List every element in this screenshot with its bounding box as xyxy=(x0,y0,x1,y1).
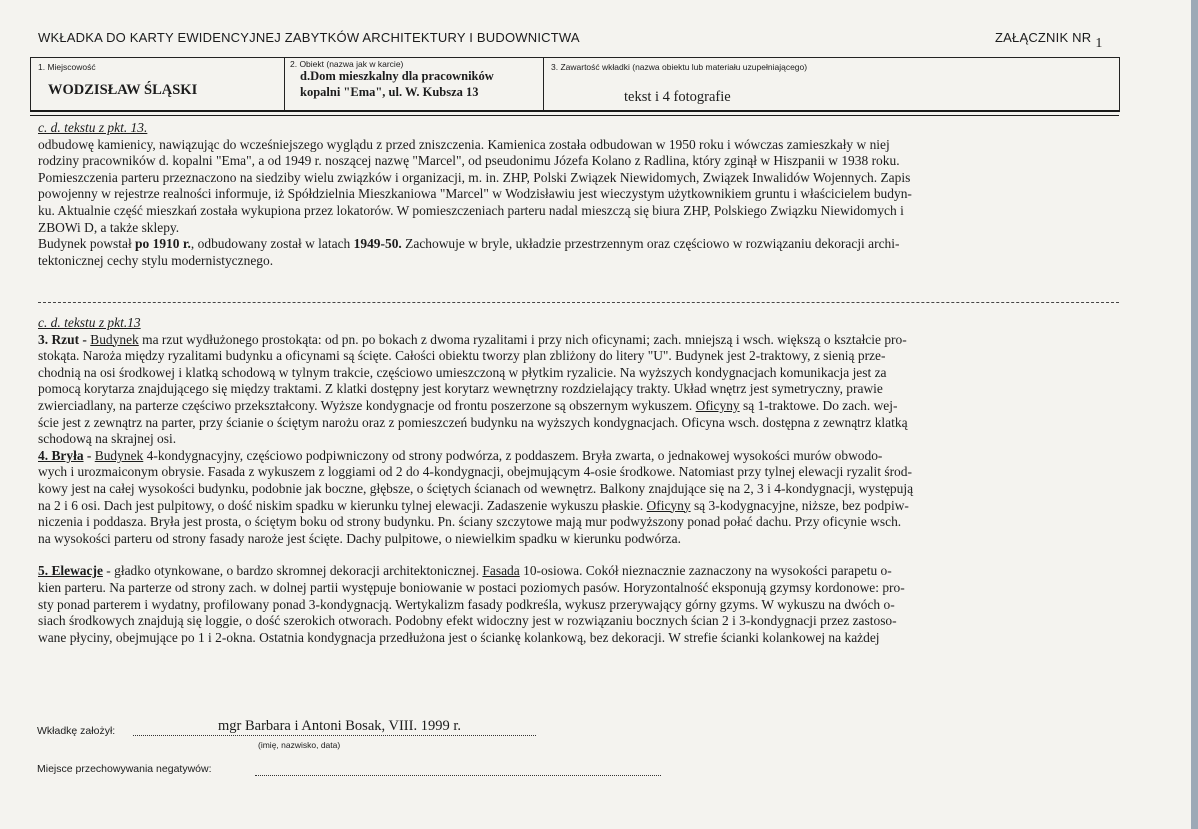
underlined-word: Budynek xyxy=(94,447,144,463)
annex-label xyxy=(995,30,1103,51)
content-value: tekst i 4 fotografie xyxy=(624,89,731,105)
underlined-word: Fasada xyxy=(482,563,520,579)
text-span: , odbudowany został w latach xyxy=(190,236,354,252)
content-cell xyxy=(544,58,1118,112)
text-line xyxy=(38,236,1118,253)
author-label: Wkładkę założył: xyxy=(37,725,116,737)
negatives-label: Miejsce przechowywania negatywów: xyxy=(37,763,212,775)
annex-number: 1 xyxy=(1095,36,1103,51)
text-line: niczenia i poddasza. Bryła jest prosta, o ściętym boku od strony budynku. Pn. ściany szczytowe mają mur podwyższony ponad połać dachu. Przy oficynie wsch. xyxy=(38,514,902,530)
form-title: WKŁADKA DO KARTY EWIDENCYJNEJ ZABYTKÓW ARCHITEKTURY I BUDOWNICTWA xyxy=(38,30,580,45)
text-line: wane płyciny, obejmujące po 1 i 2-okna. Ostatnia kondygnacja przedłużona jest o ściankę kolankową, bez dekoracji. W strefie ścianki kolankowej na każdej xyxy=(38,629,880,645)
author-hint: (imię, nazwisko, data) xyxy=(258,740,341,750)
author-dotted-line xyxy=(133,735,536,736)
text-line xyxy=(38,332,1118,349)
text-line: Pomieszczenia parteru przeznaczono na siedziby wielu związków i organizacji, m. in. ZHP, Polski Związek Niewidomych, Związek Inwalidów Wojennych. Zapis xyxy=(38,169,911,185)
object-value-line: d.Dom mieszkalny dla pracowników xyxy=(300,69,494,83)
point-3-heading: 3. Rzut - xyxy=(38,331,91,347)
negatives-dotted-line xyxy=(255,775,661,776)
text-line: kien parteru. Na parterze od strony zach. w dolnej partii występuje boniowanie w postaci poziomych pasów. Horyzontalność eksponują gzymsy kordonowe: pro- xyxy=(38,579,905,595)
text-line: pomocą korytarza znajdującego się między traktami. Z klatki dostępny jest korytarz wewnętrzny rozdzielający trakty. Układ wnętrz jest symetryczny, prawie xyxy=(38,381,883,397)
underlined-word: Budynek xyxy=(90,331,139,347)
text-span: są 1-traktowe. Do zach. wej- xyxy=(739,397,898,413)
text-line: kowy jest na całej wysokości budynku, podobnie jak boczne, głębsze, o ściętych ścianach od wewnętrz. Balkony znajdujące się na 2, 3 i 4-kondygnacji, występują xyxy=(38,480,914,496)
locality-label: 1. Miejscowość xyxy=(38,62,96,72)
date-rebuilt: 1949-50. xyxy=(353,236,402,252)
meta-table xyxy=(30,57,1120,112)
locality-value: WODZISŁAW ŚLĄSKI xyxy=(48,82,198,98)
point-4-heading: 4. Bryła xyxy=(38,447,84,463)
annex-label-text: ZAŁĄCZNIK NR xyxy=(995,30,1092,45)
text-line: ku. Aktualnie część mieszkań została wykupiona przez lokatorów. W pomieszczeniach parteru nadal mieszczą się biura ZHP, Polskiego Związku Niewidomych i xyxy=(38,202,904,218)
text-line: na wysokości parteru od strony fasady naroże jest ścięte. Dachy pulpitowe, o niewielkim spadku w kierunku podwórza. xyxy=(38,530,681,546)
content-label: 3. Zawartość wkładki (nazwa obiektu lub materiału uzupełniającego) xyxy=(551,62,808,72)
object-value-line: kopalni "Ema", ul. W. Kubsza 13 xyxy=(300,85,479,99)
text-line: tektonicznej cechy stylu modernistycznego. xyxy=(38,252,274,268)
text-span: ma rzut wydłużonego prostokąta: od pn. po bokach z dwoma ryzalitami i przy nich oficynami; zach. mniejszą i wsch. większą o kształcie pro- xyxy=(138,331,907,347)
section-2 xyxy=(38,315,1118,646)
text-span: 10-osiowa. Cokół nieznacznie zaznaczony na wysokości parapetu o- xyxy=(519,563,892,579)
text-line: schodową na skrajnej osi. xyxy=(38,431,177,447)
point-5-heading: 5. Elewacje xyxy=(38,563,103,579)
text-line xyxy=(38,448,1118,465)
text-span: Budynek powstał xyxy=(38,236,136,252)
text-span: 4-kondygnacyjny, częściowo podpiwniczony od strony podwórza, z poddaszem. Bryła zwarta, o jednakowej wysokości murów obwodo- xyxy=(143,447,883,463)
text-line xyxy=(38,398,1118,415)
section-1-title: c. d. tekstu z pkt. 13. xyxy=(38,120,148,135)
text-span: na 2 i 6 osi. Dach jest pulpitowy, o dość niskim spadku w kierunku tylnej elewacji. Zadaszenie wykuszu płaskie. xyxy=(38,497,644,513)
text-line xyxy=(38,498,1118,515)
section-2-title: c. d. tekstu z pkt.13 xyxy=(38,315,141,330)
header-rule xyxy=(30,110,1119,116)
object-value xyxy=(300,68,494,100)
underlined-word: Oficyny xyxy=(646,497,691,513)
text-line: powojenny w rejestrze realności informuje, iż Spółdzielnia Mieszkaniowa "Marcel" w Wodzisławiu jest wieczystym użytkownikiem gruntu i właścicielem budyn- xyxy=(38,186,912,202)
author-value: mgr Barbara i Antoni Bosak, VIII. 1999 r. xyxy=(218,718,461,734)
text-span: są 3-kodygnacyjne, niższe, bez podpiw- xyxy=(690,497,909,513)
text-span: - xyxy=(83,447,95,463)
text-line: ZBOWi D, a także sklepy. xyxy=(38,219,180,235)
text-span: zwierciadlany, na parterze częściwo przekształcony. Wyższe kondygnacje od frontu poszerzone są obszernym wykuszem. xyxy=(38,397,693,413)
text-line xyxy=(38,563,1118,580)
text-span: Zachowuje w bryle, układzie przestrzennym oraz częściowo w rozwiązaniu dekoracji archi- xyxy=(401,236,900,252)
scan-edge xyxy=(1191,0,1198,829)
text-line: rodziny pracowników d. kopalni "Ema", a od 1949 r. noszącej nazwę "Marcel", od pseudonimu Józefa Kolano z Radlina, który zginął w Hiszpanii w 1938 roku. xyxy=(38,153,900,169)
text-line: sty ponad parterem i wydatny, profilowany ponad 3-kondygnacją. Wertykalizm fasady podkreśla, wykusz przerywający górny gzyms. W wykuszu na dwóch o- xyxy=(38,596,895,612)
object-cell xyxy=(285,58,544,112)
date-built: po 1910 r. xyxy=(135,236,191,252)
section-divider xyxy=(38,302,1119,303)
section-1 xyxy=(38,120,1118,269)
text-span: - gładko otynkowane, o bardzo skromnej dekoracji architektonicznej. xyxy=(102,563,483,579)
text-line: wych i urozmaiconym obrysie. Fasada z wykuszem z loggiami od 2 do 4-kondygnacji, obejmującym 4-osie środkowe. Natomiast przy tylnej elewacji ryzalit środ- xyxy=(38,464,912,480)
object-label: 2. Obiekt (nazwa jak w karcie) xyxy=(290,59,404,69)
text-line: chodnią na osi środkowej i klatką schodową w tylnym trakcie, częściowo umieszczoną w płytkim ryzalicie. Na wyższych kondygnacjach komunikacja jest za xyxy=(38,364,887,380)
text-line: ście jest z zewnątrz na parter, przy ścianie o ściętym narożu oraz z pomieszczeń budynku na wyższych kondygnacjach. Oficyna wsch. dostępna z zewnątrz klatką xyxy=(38,414,908,430)
locality-cell xyxy=(31,58,285,112)
underlined-word: Oficyny xyxy=(695,397,740,413)
text-line: stokąta. Naroża między ryzalitami budynku a oficynami są ścięte. Całości obiektu tworzy plan zbliżony do litery "U". Budynek jest 2-traktowy, z sienią prze- xyxy=(38,348,886,364)
text-line: odbudowę kamienicy, nawiązując do wcześniejszego wyglądu z przed zniszczenia. Kamienica została odbudowan w 1950 roku i wówczas zamieszkały w niej xyxy=(38,136,890,152)
text-line: siach środkowych znajdują się loggie, o dość szerokich otworach. Podobny efekt widoczny jest w rozwiązaniu bocznych ścian 2 i 3-kondygnacji przez zastoso- xyxy=(38,613,897,629)
